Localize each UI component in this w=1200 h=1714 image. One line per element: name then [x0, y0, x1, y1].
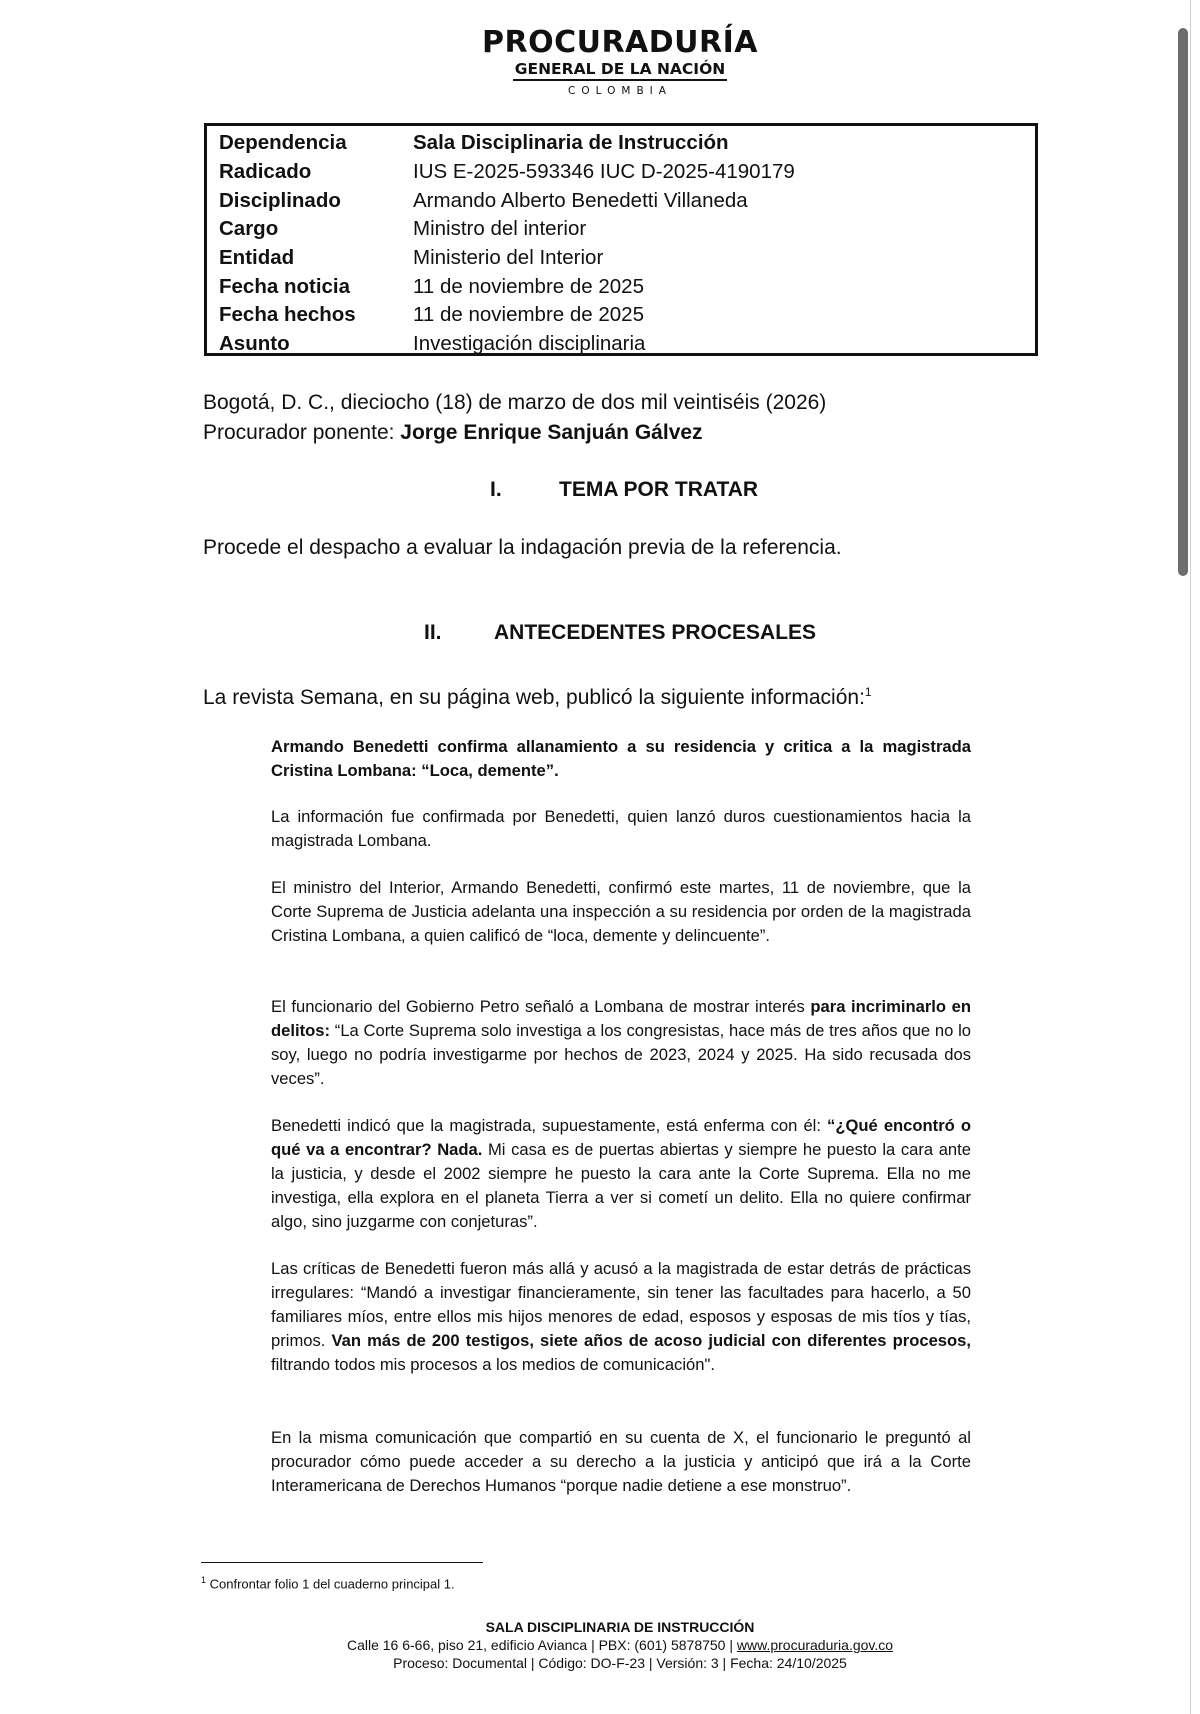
info-value: Armando Alberto Benedetti Villaneda [413, 188, 748, 212]
info-row [219, 186, 1023, 215]
quote-headline-text: Armando Benedetti confirma allanamiento a su residencia y critica a la magistrada Cristina Lombana: “Loca, demente”. [271, 737, 971, 780]
logo-main-text: PROCURADURÍA [481, 25, 759, 60]
section-1-text: Procede el despacho a evaluar la indagación previa de la referencia. [203, 536, 842, 559]
section-2-intro [203, 677, 1053, 713]
page-footer [300, 1618, 940, 1672]
info-label: Cargo [219, 217, 279, 241]
footnote-ref[interactable]: 1 [864, 685, 872, 699]
quote-paragraph [271, 1114, 971, 1234]
info-label: Entidad [219, 246, 295, 270]
quote-text: Las críticas de Benedetti fueron más allá y acusó a la magistrada de estar detrás de prácticas irregulares: “Mandó a investigar financieramente, sin tener las facultades para hacerlo, a 50 familiares míos, entre ellos mis hijos menores de edad, esposos y esposas de mis tíos y tías, primos. [271, 1259, 971, 1350]
quote-paragraph: El ministro del Interior, Armando Benedetti, confirmó este martes, 11 de noviembre, que la Corte Suprema de Justicia adelanta una inspección a su residencia por orden de la magistrada Cristina Lombana, a quien calificó de “loca, demente y delincuente”. [271, 878, 971, 945]
info-row [219, 158, 1023, 187]
viewer-edge-line [1190, 0, 1191, 1714]
info-value: Sala Disciplinaria de Instrucción [413, 131, 729, 155]
quote-text: filtrando todos mis procesos a los medios de comunicación". [271, 1355, 715, 1374]
intro-text: La revista Semana, en su página web, publicó la siguiente información: [203, 686, 865, 709]
section-1-title: TEMA POR TRATAR [559, 478, 759, 501]
info-row [219, 301, 1023, 330]
logo-country-text: COLOMBIA [568, 85, 672, 97]
footer-process: Proceso: Documental | Código: DO-F-23 | Versión: 3 | Fecha: 24/10/2025 [393, 1655, 847, 1671]
quote-text: “La Corte Suprema solo investiga a los congresistas, hace más de tres años que no lo soy, luego no podría investigarme por hechos de 2023, 2024 y 2025. Ha sido recusada dos veces”. [271, 1021, 971, 1088]
quote-bold: para incriminarlo en delitos: [271, 997, 971, 1040]
info-value: Investigación disciplinaria [413, 332, 646, 356]
quote-text: Benedetti indicó que la magistrada, supuestamente, está enferma con él: [271, 1116, 828, 1135]
ponente-label: Procurador ponente: [203, 421, 401, 444]
info-label: Radicado [219, 160, 312, 184]
ponente-name: Jorge Enrique Sanjuán Gálvez [400, 421, 703, 444]
info-value: 11 de noviembre de 2025 [413, 303, 644, 327]
info-label: Dependencia [219, 131, 347, 155]
quote-paragraph [271, 995, 971, 1091]
info-row [219, 215, 1023, 244]
scrollbar-thumb[interactable] [1178, 28, 1188, 576]
quote-paragraph [271, 1257, 971, 1377]
footer-url-link[interactable]: www.procuraduria.gov.co [736, 1637, 894, 1653]
quote-text: El funcionario del Gobierno Petro señaló a Lombana de mostrar interés [271, 997, 811, 1016]
info-row [219, 244, 1023, 273]
section-1-number: I. [490, 478, 502, 501]
logo-sub-text: GENERAL DE LA NACIÓN [513, 60, 727, 81]
quote-bold: “¿Qué encontró o qué va a encontrar? Nada. [271, 1116, 972, 1159]
ponente-line [203, 418, 1053, 448]
info-value: Ministro del interior [413, 217, 587, 241]
section-2-number: II. [424, 621, 442, 644]
footer-contact [300, 1636, 940, 1654]
info-label: Fecha noticia [219, 274, 351, 298]
footnote-divider [201, 1562, 483, 1563]
info-label: Disciplinado [219, 188, 341, 212]
procuraduria-logo [470, 26, 770, 99]
footer-title: SALA DISCIPLINARIA DE INSTRUCCIÓN [485, 1619, 755, 1635]
info-value: IUS E-2025-593346 IUC D-2025-4190179 [413, 160, 795, 184]
footnote-text: Confrontar folio 1 del cuaderno principal 1. [206, 1576, 455, 1592]
info-label: Fecha hechos [219, 303, 356, 327]
section-2-title: ANTECEDENTES PROCESALES [494, 621, 817, 644]
info-label: Asunto [219, 332, 290, 356]
quote-paragraph: En la misma comunicación que compartió en su cuenta de X, el funcionario le preguntó al procurador cómo puede acceder a su derecho a la justicia y anticipó que irá a la Corte Interamericana de Derechos Humanos “porque nadie detiene a ese monstruo”. [271, 1428, 971, 1495]
quote-bold: Van más de 200 testigos, siete años de acoso judicial con diferentes procesos, [331, 1331, 972, 1350]
footnote [201, 1572, 455, 1592]
footnote-number: 1 [201, 1575, 207, 1585]
quote-headline [271, 735, 971, 783]
info-row [219, 330, 1023, 359]
info-value: Ministerio del Interior [413, 246, 604, 270]
quote-text: Mi casa es de puertas abiertas y siempre he puesto la cara ante la justicia, y desde el 2002 siempre he puesto la cara ante la Corte Suprema. Ella no me investiga, ella explora en el planeta Tierra a ver si cometí un delito. Ella no quiere confirmar algo, sino juzgarme con conjeturas”. [271, 1140, 971, 1231]
info-value: 11 de noviembre de 2025 [413, 274, 644, 298]
quote-paragraph: La información fue confirmada por Benedetti, quien lanzó duros cuestionamientos hacia la magistrada Lombana. [271, 807, 971, 850]
info-row [219, 129, 1023, 158]
place-date: Bogotá, D. C., dieciocho (18) de marzo de dos mil veintiséis (2026) [203, 391, 827, 414]
info-row [219, 272, 1023, 301]
footer-address: Calle 16 6-66, piso 21, edificio Avianca | PBX: (601) 5878750 | [346, 1637, 737, 1653]
case-info-table [204, 123, 1038, 356]
